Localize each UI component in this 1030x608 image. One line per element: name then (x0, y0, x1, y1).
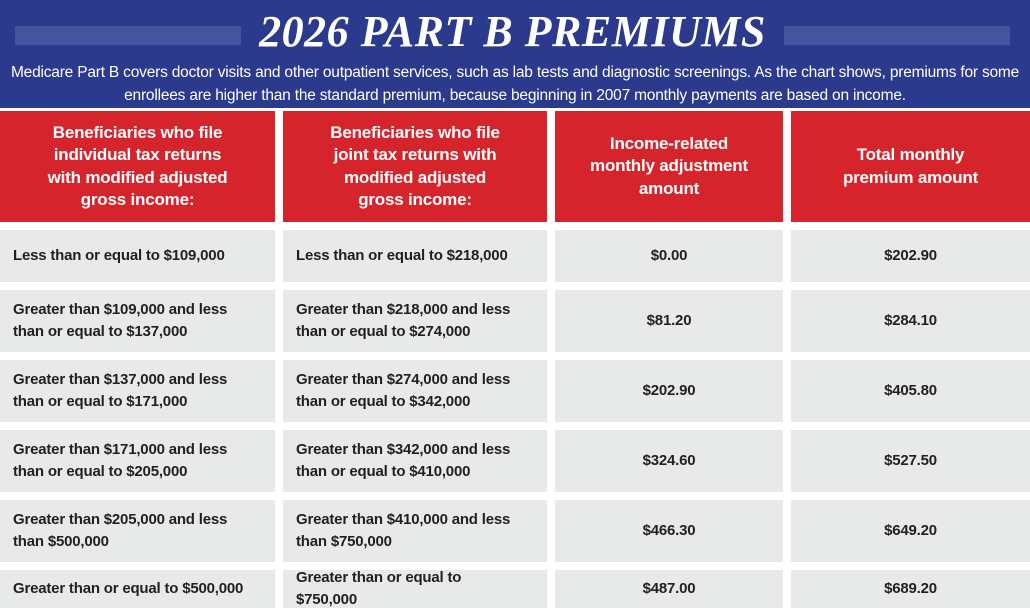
page-title: 2026 PART B PREMIUMS (259, 7, 766, 56)
cell-row3-joint-income: Greater than $274,000 and less than or equal to $342,000 (283, 360, 547, 422)
cell-row4-total-premium: $527.50 (791, 430, 1030, 492)
cell-row1-total-premium: $202.90 (791, 230, 1030, 282)
cell-row5-individual-income: Greater than $205,000 and less than $500,000 (0, 500, 275, 562)
cell-row5-adjustment: $466.30 (555, 500, 783, 562)
cell-row5-total-premium: $649.20 (791, 500, 1030, 562)
cell-row6-total-premium: $689.20 (791, 570, 1030, 608)
col-header-adjustment-amount (555, 111, 783, 222)
title-accent-bar-right (784, 26, 1010, 45)
cell-row3-total-premium: $405.80 (791, 360, 1030, 422)
cell-row6-joint-income: Greater than or equal to $750,000 (283, 570, 547, 608)
col-header-label: Beneficiaries who file individual tax returns with modified adjusted gross income: (47, 122, 228, 209)
col-header-label: Total monthly premium amount (842, 145, 979, 187)
col-header-label: Beneficiaries who file joint tax returns with modified adjusted gross income: (330, 122, 500, 209)
cell-row5-joint-income: Greater than $410,000 and less than $750,000 (283, 500, 547, 562)
cell-row4-joint-income: Greater than $342,000 and less than or equal to $410,000 (283, 430, 547, 492)
cell-row2-adjustment: $81.20 (555, 290, 783, 352)
cell-row2-joint-income: Greater than $218,000 and less than or equal to $274,000 (283, 290, 547, 352)
banner (0, 0, 1030, 108)
cell-row4-adjustment: $324.60 (555, 430, 783, 492)
title-accent-bar-left (15, 26, 241, 45)
cell-row3-individual-income: Greater than $137,000 and less than or equal to $171,000 (0, 360, 275, 422)
cell-row6-individual-income: Greater than or equal to $500,000 (0, 570, 275, 608)
cell-row1-individual-income: Less than or equal to $109,000 (0, 230, 275, 282)
premiums-table (0, 111, 1030, 608)
cell-row3-adjustment: $202.90 (555, 360, 783, 422)
cell-row2-individual-income: Greater than $109,000 and less than or equal to $137,000 (0, 290, 275, 352)
cell-row6-adjustment: $487.00 (555, 570, 783, 608)
col-header-individual-returns (0, 111, 275, 222)
col-header-total-premium (791, 111, 1030, 222)
col-header-label: Income-related monthly adjustment amount (590, 133, 748, 198)
cell-row1-joint-income: Less than or equal to $218,000 (283, 230, 547, 282)
cell-row4-individual-income: Greater than $171,000 and less than or equal to $205,000 (0, 430, 275, 492)
col-header-joint-returns (283, 111, 547, 222)
banner-subtitle: Medicare Part B covers doctor visits and other outpatient services, such as lab tests and diagnostic screenings. As the chart shows, premiums for some enrollees are higher than the standard premium, because beginning in 2007 monthly payments are based on income. (10, 64, 1020, 105)
cell-row2-total-premium: $284.10 (791, 290, 1030, 352)
cell-row1-adjustment: $0.00 (555, 230, 783, 282)
title-row (0, 7, 1030, 59)
